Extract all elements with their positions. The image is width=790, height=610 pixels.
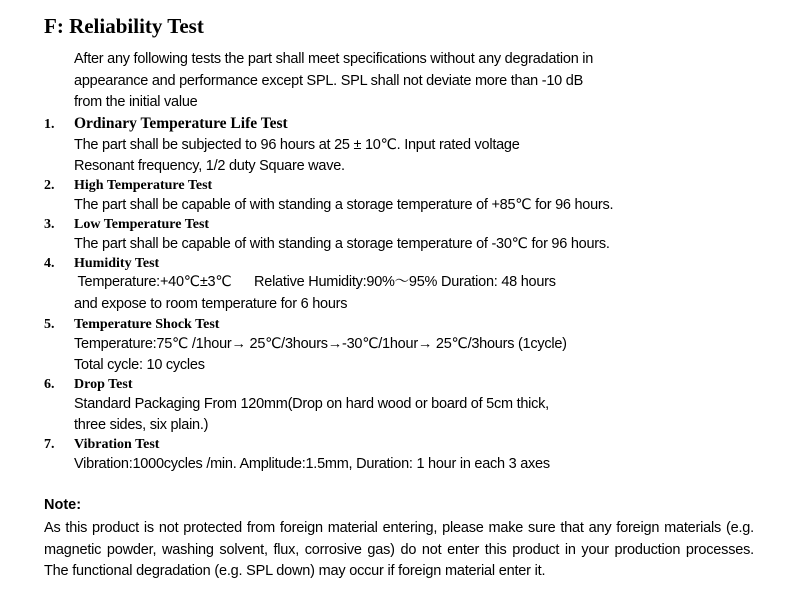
test-line: Standard Packaging From 120mm(Drop on hard wood or board of 5cm thick, [74, 396, 549, 412]
note-text: As this product is not protected from foreign material entering, please make sure that any foreign materials (e.g. magnetic powder, washing solvent, flux, corrosive gas) do not enter this product in your production processes. The functional degradation (e.g. SPL down) may occur if foreign material enter it. [44, 520, 754, 579]
test-number: 3. [44, 217, 55, 232]
test-number: 1. [44, 117, 55, 132]
test-number: 6. [44, 377, 55, 392]
test-line: and expose to room temperature for 6 hours [74, 296, 348, 312]
test-heading: Temperature Shock Test [74, 317, 220, 332]
test-line: Total cycle: 10 cycles [74, 357, 205, 373]
test-line: Vibration:1000cycles /min. Amplitude:1.5mm, Duration: 1 hour in each 3 axes [74, 456, 550, 472]
test-line: Temperature:+40℃±3℃ Relative Humidity:90%～95% Duration: 48 hours [74, 274, 556, 290]
test-number: 5. [44, 317, 55, 332]
intro-line: appearance and performance except SPL. SPL shall not deviate more than -10 dB [74, 73, 583, 89]
test-number: 4. [44, 256, 55, 271]
test-heading: Drop Test [74, 377, 133, 392]
page-title: F: Reliability Test [44, 14, 204, 38]
test-number: 7. [44, 437, 55, 452]
intro-line: After any following tests the part shall meet specifications without any degradation in [74, 51, 594, 67]
test-heading: Vibration Test [74, 437, 160, 452]
test-line: Temperature:75℃ /1hour→ 25℃/3hours→-30℃/1hour→ 25℃/3hours (1cycle) [74, 336, 567, 352]
test-line: The part shall be capable of with standing a storage temperature of +85℃ for 96 hours. [74, 197, 614, 213]
intro-line: from the initial value [74, 94, 198, 110]
test-heading: High Temperature Test [74, 178, 213, 193]
test-heading: Low Temperature Test [74, 217, 210, 232]
test-heading: Ordinary Temperature Life Test [74, 115, 288, 132]
note-title: Note: [44, 497, 82, 513]
test-line: The part shall be capable of with standing a storage temperature of -30℃ for 96 hours. [74, 236, 610, 252]
test-line: three sides, six plain.) [74, 417, 209, 433]
test-heading: Humidity Test [74, 256, 160, 271]
test-line: The part shall be subjected to 96 hours at 25 ± 10℃. Input rated voltage [74, 137, 520, 153]
test-line: Resonant frequency, 1/2 duty Square wave. [74, 158, 345, 174]
test-number: 2. [44, 178, 55, 193]
